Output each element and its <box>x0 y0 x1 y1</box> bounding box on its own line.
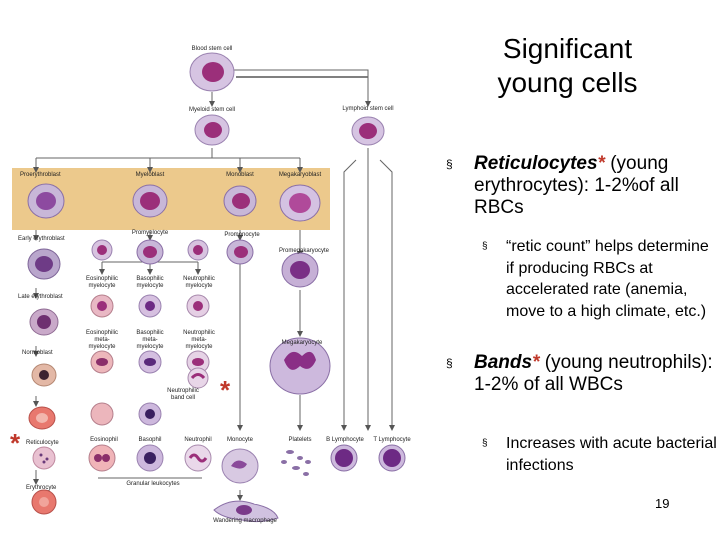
label-early-erythroblast: Early erythroblast <box>18 236 65 242</box>
label-megakaryoblast: Megakaryoblast <box>278 172 322 178</box>
label-monoblast: Monoblast <box>226 172 254 178</box>
bullet-bands-text <box>474 352 716 396</box>
slide-title: Significant young cells <box>497 33 638 98</box>
label-reticulocyte: Reticulocyte <box>26 440 59 446</box>
reticulocyte-stained-cell <box>33 447 55 469</box>
label-promegakaryocyte: Promegakaryocyte <box>278 248 330 254</box>
platelets-cluster <box>281 450 311 476</box>
label-neutrophilic-myelocyte: Neutrophilic myelocyte <box>183 276 215 289</box>
bullet-bands <box>446 352 716 396</box>
promonocyte-cell <box>227 240 253 264</box>
bullet-marker: § <box>446 356 453 370</box>
metamyelocyte-row <box>91 351 209 373</box>
label-t-lymphocyte: T Lymphocyte <box>373 437 411 443</box>
erythrocyte-cell <box>32 490 56 514</box>
label-neutrophilic-metamyelocyte: Neutrophilic meta- myelocyte <box>183 330 215 350</box>
label-neutrophilic-band-cell: Neutrophilic band cell <box>167 388 199 401</box>
label-erythrocyte: Erythrocyte <box>26 485 57 491</box>
term-asterisk: * <box>597 153 605 174</box>
sub-bullet-retic-count <box>482 236 718 322</box>
sub-bullet-acute-infections <box>482 433 718 476</box>
myeloblast-cell <box>133 185 167 217</box>
t-lymphocyte-cell <box>379 445 405 471</box>
label-neutrophil: Neutrophil <box>184 437 212 443</box>
reticulocyte-asterisk: * <box>10 428 21 458</box>
label-proerythroblast: Proerythroblast <box>20 172 61 178</box>
b-lymphocyte-cell <box>331 445 357 471</box>
label-normoblast: Normoblast <box>22 350 53 356</box>
term-reticulocytes: Reticulocytes <box>474 153 598 174</box>
label-b-lymphocyte: B Lymphocyte <box>326 437 364 443</box>
label-eosinophil: Eosinophil <box>90 437 118 443</box>
bullet-reticulocytes <box>446 153 716 219</box>
label-promonocyte: Promonocyte <box>224 232 260 238</box>
label-megakaryocyte: Megakaryocyte <box>281 340 323 346</box>
label-late-erythroblast: Late erythroblast <box>18 294 63 300</box>
bullet-reticulocytes-text <box>474 153 716 219</box>
early-erythroblast-cell <box>28 249 60 279</box>
blood-stem-cell <box>190 53 234 91</box>
label-basophilic-myelocyte: Basophilic myelocyte <box>136 276 164 289</box>
monoblast-cell <box>224 186 256 216</box>
myeloid-stem-cell <box>195 115 229 145</box>
retic-count-text: “retic count” helps determine if producing RBCs at accelerated rate (anemia, move to a high climate, etc.) <box>506 238 709 320</box>
label-platelets: Platelets <box>288 437 312 443</box>
reticulocyte-cell <box>29 407 55 429</box>
sub-bullet-marker: § <box>482 438 488 449</box>
lymphoid-stem-cell <box>352 117 384 145</box>
megakaryoblast-cell <box>280 185 320 221</box>
term-asterisk: * <box>532 352 540 373</box>
bands-description: (young neutrophils): 1-2% of all WBCs <box>474 352 713 395</box>
bullet-marker: § <box>446 157 453 171</box>
normoblast-cell <box>32 364 56 386</box>
label-lymphoid-stem-cell: Lymphoid stem cell <box>342 106 394 112</box>
acute-infections-text: Increases with acute bacterial infections <box>506 435 717 474</box>
label-basophil: Basophil <box>138 437 162 443</box>
band-and-mature-row <box>89 368 211 471</box>
term-bands: Bands <box>474 352 533 373</box>
band-cell-asterisk: * <box>220 375 231 405</box>
reticulocytes-description: (young erythrocytes): 1-2%of all RBCs <box>474 153 679 218</box>
label-blood-stem-cell: Blood stem cell <box>191 46 233 52</box>
proerythroblast-cell <box>28 184 64 218</box>
label-eosinophilic-metamyelocyte: Eosinophilic meta- myelocyte <box>85 330 119 350</box>
page-number: 19 <box>655 496 670 511</box>
sub-bullet-marker: § <box>482 241 488 252</box>
promyelocyte-cell <box>137 240 163 264</box>
label-promyelocyte: Promyelocyte <box>131 230 169 236</box>
label-wandering-macrophage: Wandering macrophage <box>213 518 277 524</box>
label-monocyte: Monocyte <box>226 437 253 443</box>
label-myeloblast: Myeloblast <box>135 172 165 178</box>
monocyte-cell <box>222 449 258 483</box>
label-basophilic-metamyelocyte: Basophilic meta- myelocyte <box>136 330 164 350</box>
promegakaryocyte-cell <box>282 253 318 287</box>
label-myeloid-stem-cell: Myeloid stem cell <box>188 107 235 113</box>
late-erythroblast-cell <box>30 309 58 335</box>
label-granular-leukocytes: Granular leukocytes <box>126 481 180 487</box>
label-eosinophilic-myelocyte: Eosinophilic myelocyte <box>85 276 119 289</box>
